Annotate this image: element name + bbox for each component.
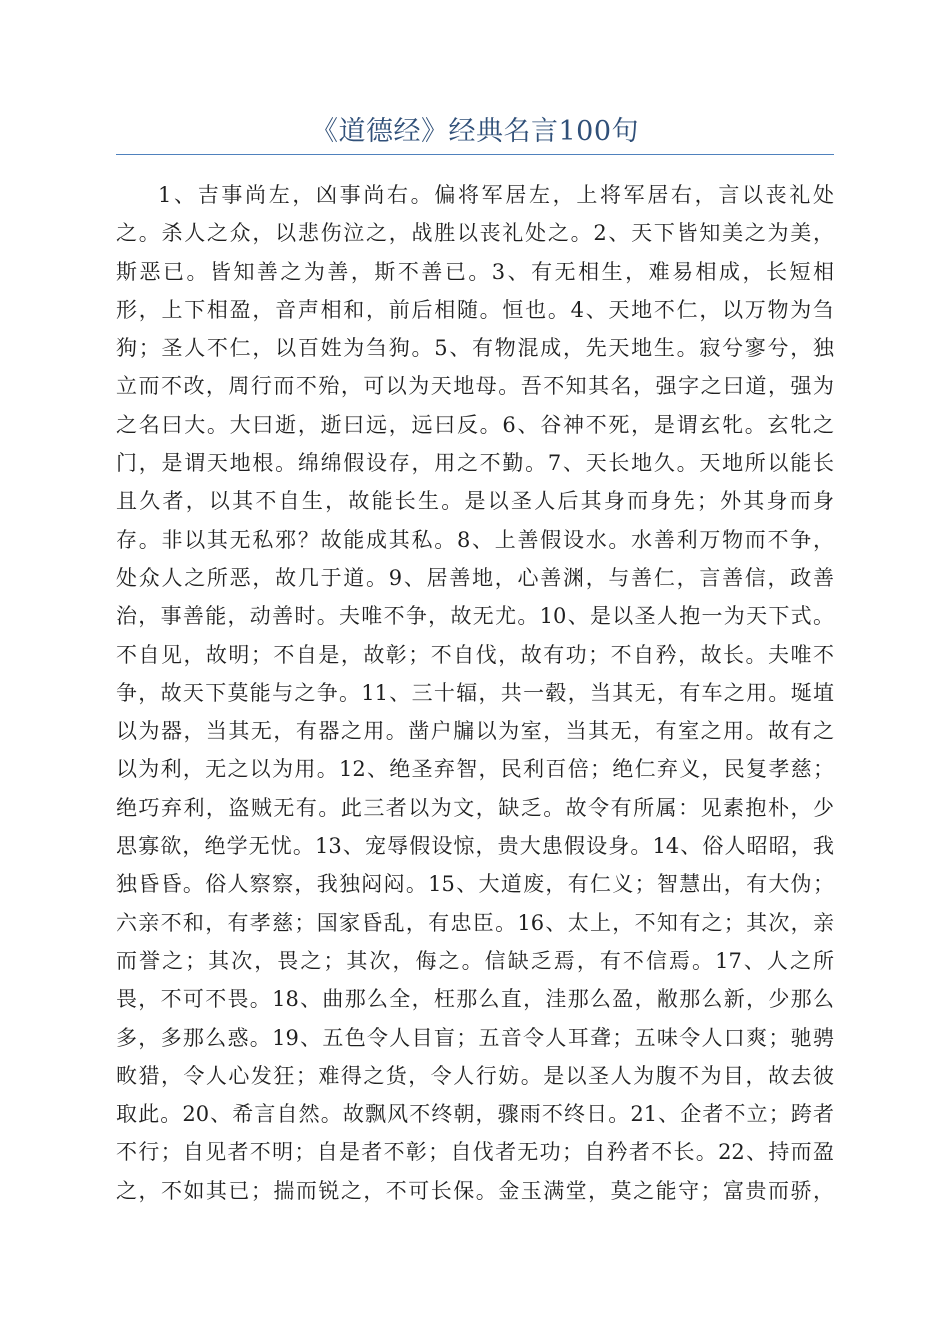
text-line: 不行；自见者不明；自是者不彰；自伐者无功；自矜者不长。22、持而盈 [116, 1140, 834, 1165]
document-title: 《道德经》经典名言100句 [310, 116, 640, 147]
text-line: 畏，不可不畏。18、曲那么全，枉那么直，洼那么盈，敝那么新，少那么 [116, 987, 834, 1012]
text-line: 狗；圣人不仁，以百姓为刍狗。5、有物混成，先天地生。寂兮寥兮，独 [116, 336, 834, 361]
text-line: 处众人之所恶，故几于道。9、居善地，心善渊，与善仁，言善信，政善 [116, 565, 834, 590]
text-line: 之名曰大。大曰逝，逝曰远，远曰反。6、谷神不死，是谓玄牝。玄牝之 [116, 412, 834, 437]
text-line: 以为器，当其无，有器之用。凿户牖以为室，当其无，有室之用。故有之 [116, 719, 834, 744]
title-underline [116, 154, 834, 155]
text-line: 之。杀人之众，以悲伤泣之，战胜以丧礼处之。2、天下皆知美之为美， [116, 221, 834, 246]
text-line: 形，上下相盈，音声相和，前后相随。恒也。4、天地不仁，以万物为刍 [116, 297, 834, 322]
text-line: 不自见，故明；不自是，故彰；不自伐，故有功；不自矜，故长。夫唯不 [116, 642, 834, 667]
text-line: 门，是谓天地根。绵绵假设存，用之不勤。7、天长地久。天地所以能长 [116, 451, 834, 476]
text-line: 而誉之；其次，畏之；其次，侮之。信缺乏焉，有不信焉。17、人之所 [116, 948, 834, 973]
text-line: 1、吉事尚左，凶事尚右。偏将军居左，上将军居右，言以丧礼处 [158, 183, 834, 207]
text-line: 绝巧弃利，盗贼无有。此三者以为文，缺乏。故令有所属：见素抱朴，少 [116, 795, 834, 820]
text-line: 斯恶已。皆知善之为善，斯不善已。3、有无相生，难易相成，长短相 [116, 259, 834, 284]
text-line: 之，不如其已；揣而锐之，不可长保。金玉满堂，莫之能守；富贵而骄， [116, 1178, 834, 1203]
text-line: 且久者，以其不自生，故能长生。是以圣人后其身而身先；外其身而身 [116, 489, 834, 514]
text-line: 六亲不和，有孝慈；国家昏乱，有忠臣。16、太上，不知有之；其次，亲 [116, 910, 834, 935]
document-body [116, 176, 834, 1210]
text-line: 治，事善能，动善时。夫唯不争，故无尤。10、是以圣人抱一为天下式。 [116, 604, 834, 629]
text-line: 独昏昏。俗人察察，我独闷闷。15、大道废，有仁义；智慧出，有大伪； [116, 872, 834, 897]
text-line: 争，故天下莫能与之争。11、三十辐，共一毂，当其无，有车之用。埏埴 [116, 680, 834, 705]
text-line: 多，多那么惑。19、五色令人目盲；五音令人耳聋；五味令人口爽；驰骋 [116, 1025, 834, 1050]
text-line: 存。非以其无私邪？故能成其私。8、上善假设水。水善利万物而不争， [116, 527, 834, 552]
text-line: 立而不改，周行而不殆，可以为天地母。吾不知其名，强字之曰道，强为 [116, 374, 834, 399]
text-line: 以为利，无之以为用。12、绝圣弃智，民利百倍；绝仁弃义，民复孝慈； [116, 757, 834, 782]
text-line: 取此。20、希言自然。故飘风不终朝，骤雨不终日。21、企者不立；跨者 [116, 1102, 834, 1127]
text-line: 畋猎，令人心发狂；难得之货，令人行妨。是以圣人为腹不为目，故去彼 [116, 1063, 834, 1088]
text-line: 思寡欲，绝学无忧。13、宠辱假设惊，贵大患假设身。14、俗人昭昭，我 [116, 834, 834, 859]
